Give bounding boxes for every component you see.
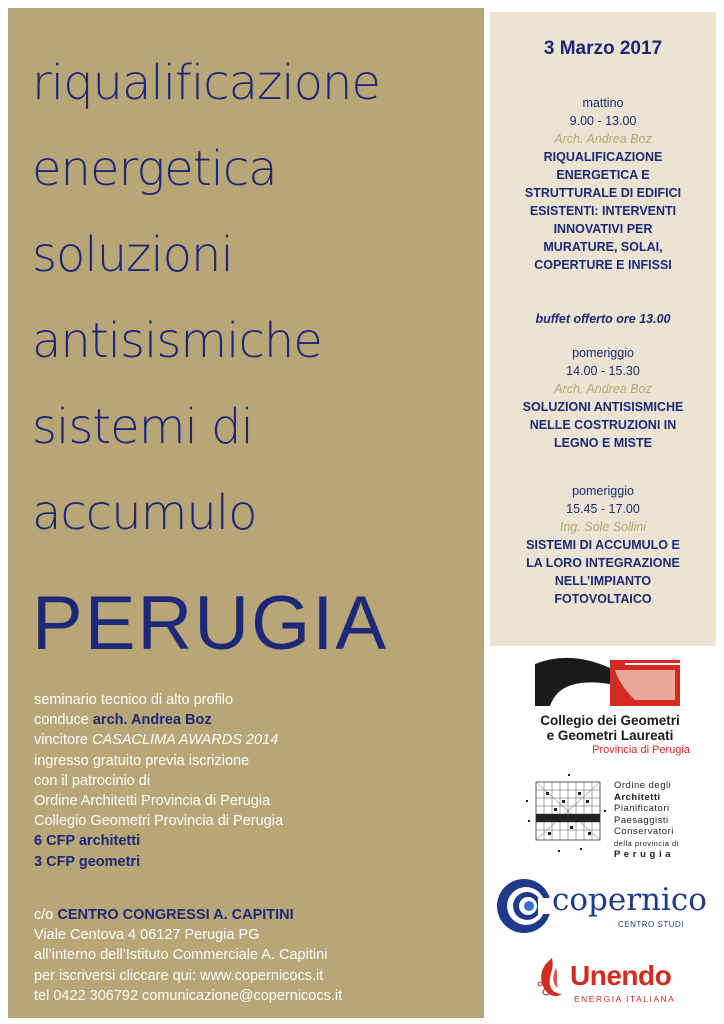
- schedule-panel: [490, 12, 716, 646]
- event-date: 3 Marzo 2017: [543, 38, 663, 59]
- venue-name: CENTRO CONGRESSI A. CAPITINI: [57, 907, 294, 923]
- session-morning: [490, 94, 716, 274]
- venue-info: [34, 905, 342, 1006]
- unendo-logo: [530, 950, 700, 1010]
- info-line: ingresso gratuito previa iscrizione: [34, 752, 250, 769]
- venue-line: [34, 905, 342, 925]
- info-line: con il patrocinio di: [34, 772, 151, 789]
- session-topic-line: FOTOVOLTAICO: [554, 592, 652, 606]
- event-info: [34, 690, 283, 872]
- session-topic-line: ENERGETICA E: [556, 168, 650, 182]
- session-period: pomeriggio: [572, 346, 634, 360]
- ordine-line: Conservatori: [614, 826, 674, 837]
- contact-line[interactable]: tel 0422 306792 comunicazione@copernicocs.it: [34, 987, 343, 1004]
- cfp-surveyors: 3 CFP geometri: [34, 853, 141, 870]
- unendo-subtitle: ENERGIA ITALIANA: [574, 994, 676, 1004]
- venue-line: all’interno dell’Istituto Commerciale A. Capitini: [34, 947, 328, 964]
- unendo-flame-icon: [530, 954, 570, 1004]
- headline-line: sistemi di: [32, 399, 253, 455]
- session-time: 14.00 - 15.30: [566, 364, 640, 378]
- ordine-line: P e r u g i a: [614, 849, 672, 860]
- session-period: mattino: [582, 96, 624, 110]
- session-topic-line: STRUTTURALE DI EDIFICI: [524, 186, 682, 200]
- ordine-line: Architetti: [614, 791, 661, 803]
- registration-link[interactable]: per iscriversi cliccare qui: www.copernicocs.it: [34, 967, 324, 984]
- session-topic-line: LEGNO E MISTE: [554, 436, 652, 450]
- award-name: CASACLIMA AWARDS 2014: [92, 732, 279, 749]
- collegio-geometri-logo: [530, 656, 690, 756]
- info-line: Ordine Architetti Provincia di Perugia: [34, 793, 271, 810]
- session-speaker: Ing. Sole Sollini: [559, 520, 647, 534]
- headline-line: energetica: [32, 141, 277, 197]
- session-speaker: Arch. Andrea Boz: [554, 382, 652, 396]
- ordine-line: della provincia di: [614, 838, 679, 848]
- session-period: pomeriggio: [572, 484, 634, 498]
- ordine-architetti-logo: [522, 770, 698, 860]
- session-speaker: Arch. Andrea Boz: [554, 132, 652, 146]
- info-text: conduce: [34, 712, 93, 729]
- unendo-name: Unendo: [570, 960, 672, 991]
- headline-line: antisismiche: [32, 313, 322, 369]
- session-topic-line: NELLE COSTRUZIONI IN: [529, 418, 677, 432]
- session-topic-line: INNOVATIVI PER: [553, 222, 653, 236]
- session-topic-line: COPERTURE E INFISSI: [534, 258, 672, 272]
- headline-line: accumulo: [32, 485, 257, 541]
- architects-grid-icon: [522, 770, 608, 858]
- ordine-line: Paesaggisti: [614, 814, 669, 826]
- collegio-name-line: Collegio dei Geometri: [540, 713, 680, 728]
- session-topic-line: NELL’IMPIANTO: [554, 574, 652, 588]
- session-topic-line: ESISTENTI: INTERVENTI: [529, 204, 677, 218]
- session-topic-line: MURATURE, SOLAI,: [543, 240, 663, 254]
- info-line: [34, 710, 283, 730]
- conductor-name: arch. Andrea Boz: [92, 712, 212, 729]
- ordine-line: Pianificatori: [614, 803, 670, 814]
- session-topic-line: SISTEMI DI ACCUMULO E: [526, 538, 680, 552]
- collegio-geometri-emblem-icon: [530, 656, 690, 706]
- session-topic-line: LA LORO INTEGRAZIONE: [526, 556, 680, 570]
- info-line: [34, 730, 283, 750]
- session-topic-line: SOLUZIONI ANTISISMICHE: [522, 400, 684, 414]
- copernico-logo: [494, 876, 718, 936]
- city-title: PERUGIA: [32, 581, 389, 666]
- collegio-name-line: e Geometri Laureati: [546, 728, 674, 743]
- venue-address: Viale Centova 4 06127 Perugia PG: [34, 927, 260, 944]
- cfp-architects: 6 CFP architetti: [34, 833, 141, 850]
- ordine-line: Ordine degli: [614, 780, 672, 791]
- session-time: 15.45 - 17.00: [566, 502, 640, 516]
- venue-text: c/o: [34, 907, 58, 923]
- session-afternoon-2: [490, 482, 716, 608]
- headline-line: riqualificazione: [32, 55, 380, 111]
- info-line: Collegio Geometri Provincia di Perugia: [34, 813, 284, 830]
- session-afternoon-1: [490, 344, 716, 452]
- collegio-province: Provincia di Perugia: [592, 744, 690, 756]
- session-topic-line: RIQUALIFICAZIONE: [543, 150, 663, 164]
- info-text: vincitore: [34, 732, 93, 749]
- headline: [32, 40, 380, 556]
- headline-line: soluzioni: [32, 227, 233, 283]
- copernico-subtitle: CENTRO STUDI: [618, 920, 684, 929]
- session-time: 9.00 - 13.00: [569, 114, 637, 128]
- copernico-swirl-icon: [494, 876, 554, 936]
- buffet-note: buffet offerto ore 13.00: [535, 312, 671, 326]
- info-line: seminario tecnico di alto profilo: [34, 692, 234, 708]
- copernico-name: copernico: [552, 882, 707, 918]
